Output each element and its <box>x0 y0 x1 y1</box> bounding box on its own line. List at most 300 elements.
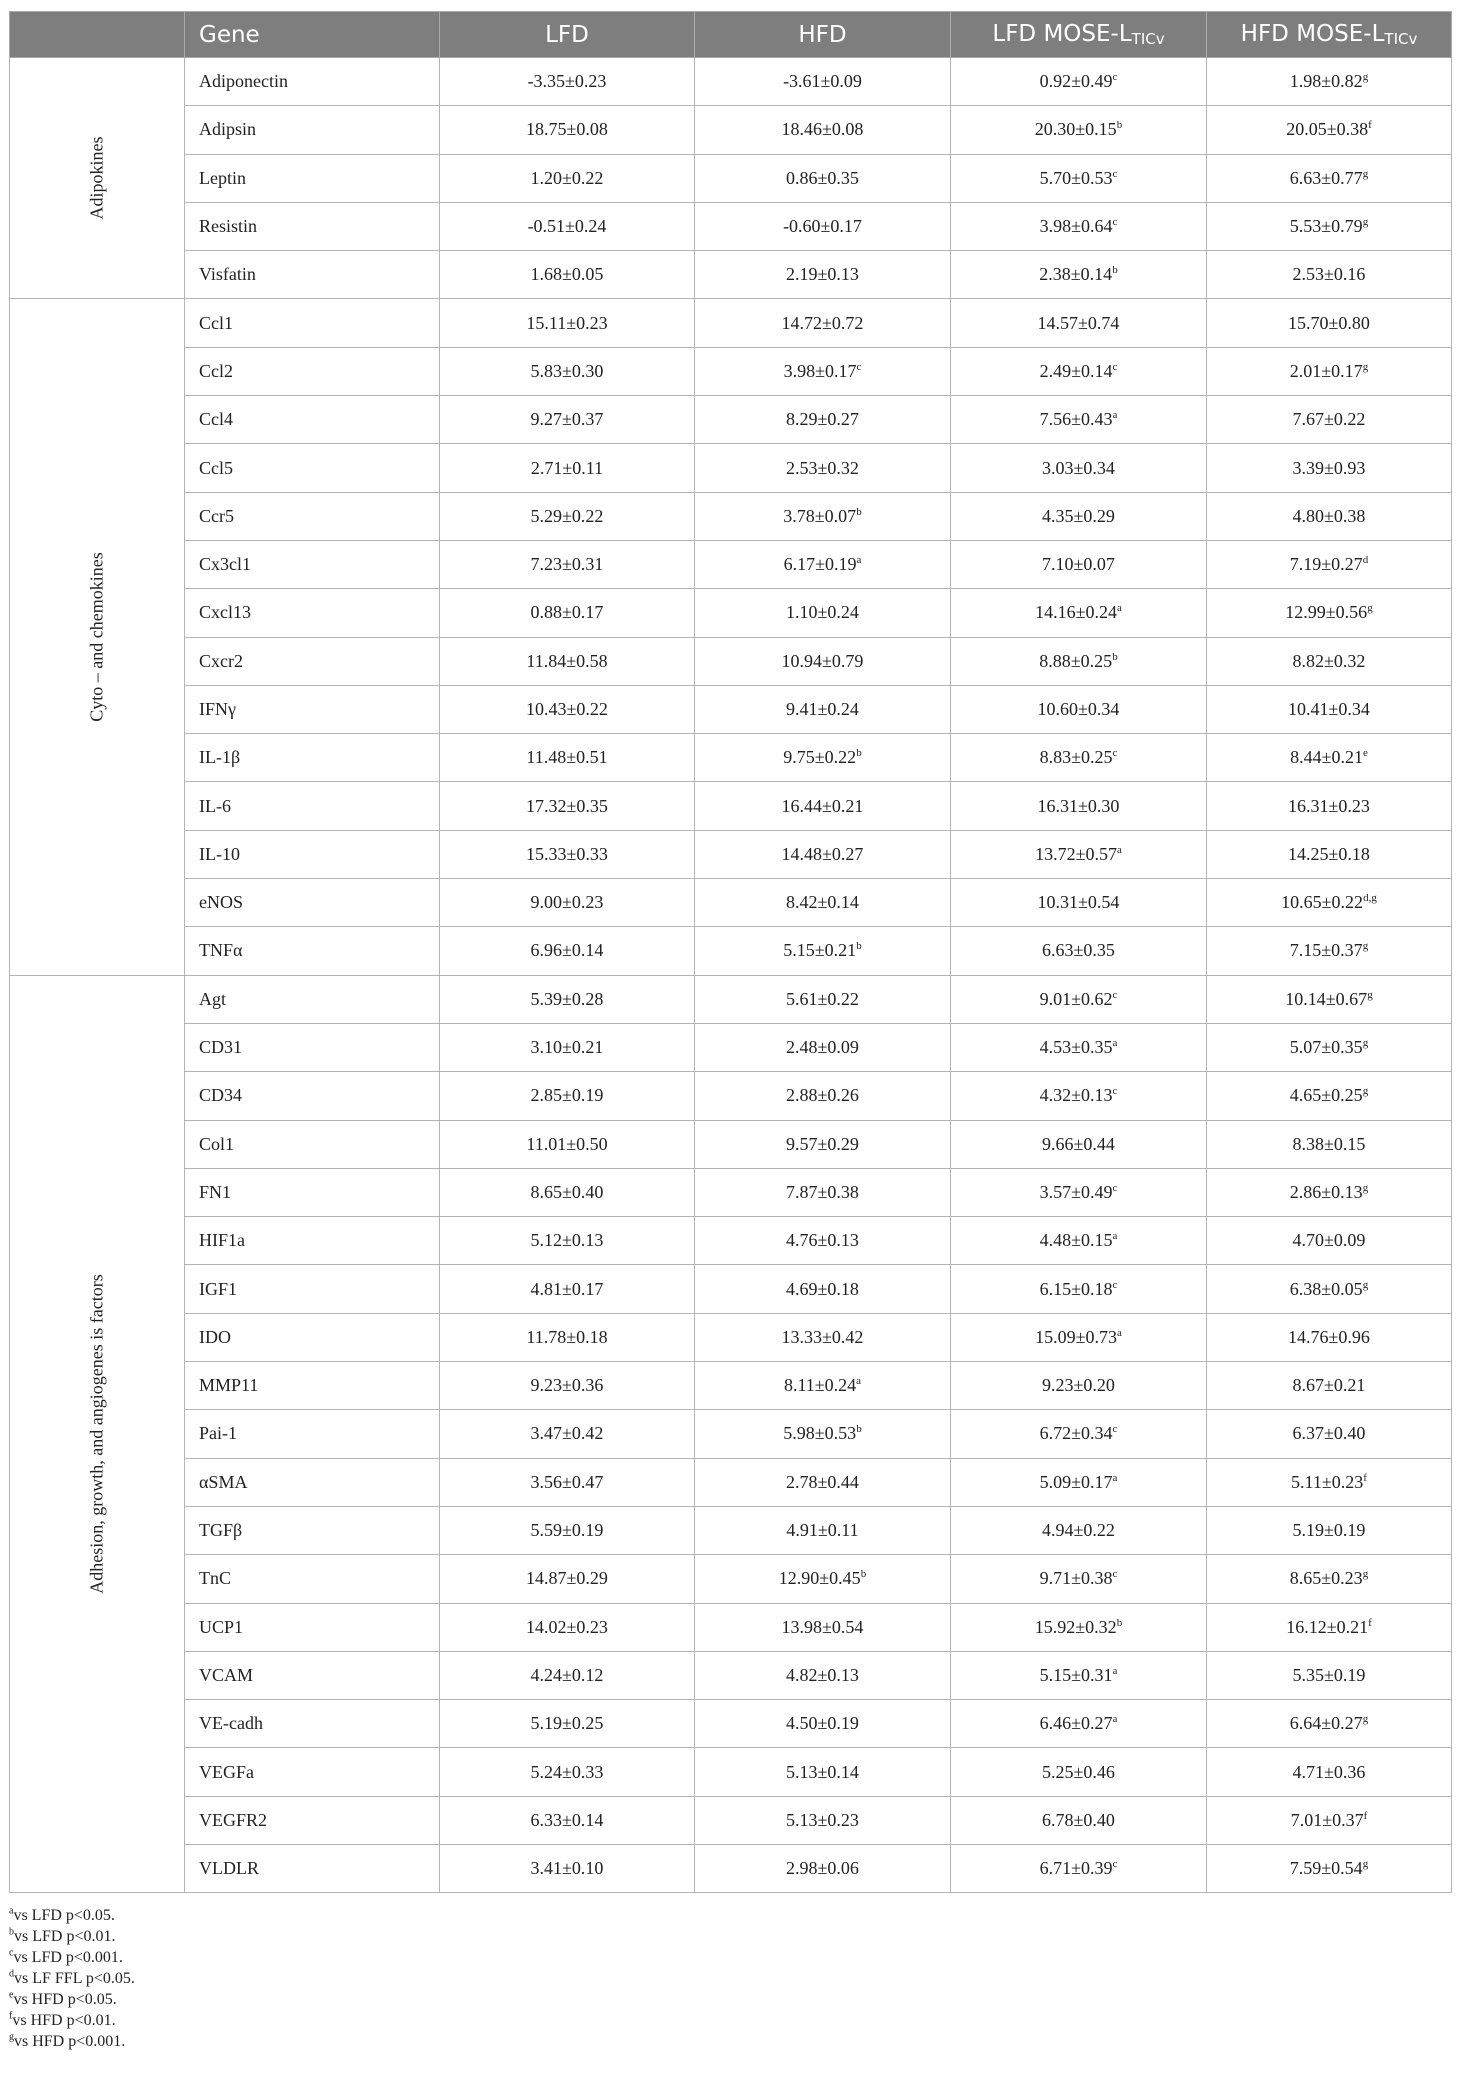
gene-cell: IFNγ <box>185 685 440 733</box>
value-text: 12.90±0.45 <box>778 1568 861 1589</box>
value-cell-lfd <box>440 782 695 830</box>
gene-cell: Adiponectin <box>185 58 440 106</box>
header-lfd-mose <box>951 12 1207 58</box>
footnote-line <box>9 1968 135 1989</box>
footnote-text: vs LFD p<0.01. <box>14 1928 116 1945</box>
value-cell-hfd <box>695 1844 951 1892</box>
significance-mark: g <box>1362 1713 1369 1726</box>
value-cell-hfd-mose <box>1207 685 1452 733</box>
table-row <box>10 1555 1452 1603</box>
value-text: 4.81±0.17 <box>530 1278 604 1299</box>
value-cell-lfd-mose <box>951 734 1207 782</box>
group-cell <box>10 975 185 1893</box>
value-text: 8.67±0.21 <box>1292 1375 1366 1396</box>
value-text: 2.48±0.09 <box>786 1037 859 1058</box>
significance-mark: g <box>1362 1181 1369 1194</box>
value-text: 4.76±0.13 <box>786 1230 859 1251</box>
header-lfd: LFD <box>440 12 695 58</box>
value-text: 9.27±0.37 <box>530 409 604 430</box>
gene-cell: Pai-1 <box>185 1410 440 1458</box>
value-text: 1.20±0.22 <box>530 167 604 188</box>
value-cell-hfd <box>695 927 951 975</box>
significance-mark: c <box>1112 167 1118 180</box>
footnote-line <box>9 1989 135 2010</box>
significance-mark: c <box>1112 988 1118 1001</box>
value-cell-hfd-mose <box>1207 1023 1452 1071</box>
gene-cell: CD31 <box>185 1023 440 1071</box>
value-text: 6.17±0.19 <box>783 554 857 575</box>
value-text: 2.53±0.16 <box>1292 264 1366 285</box>
value-text: 20.30±0.15 <box>1034 119 1117 140</box>
value-cell-hfd <box>695 734 951 782</box>
value-cell-lfd <box>440 734 695 782</box>
significance-mark: c <box>1112 1085 1118 1098</box>
footnote-text: vs LFD p<0.05. <box>13 1907 115 1924</box>
value-text: 16.12±0.21 <box>1286 1616 1369 1637</box>
value-cell-hfd-mose <box>1207 1796 1452 1844</box>
value-text: 2.38±0.14 <box>1039 264 1113 285</box>
value-cell-hfd <box>695 1603 951 1651</box>
value-cell-hfd <box>695 492 951 540</box>
value-text: 6.33±0.14 <box>530 1809 604 1830</box>
gene-cell: Ccl5 <box>185 444 440 492</box>
table-row <box>10 589 1452 637</box>
value-cell-lfd <box>440 1410 695 1458</box>
value-cell-lfd-mose <box>951 782 1207 830</box>
value-cell-lfd <box>440 1796 695 1844</box>
value-text: 11.84±0.58 <box>526 650 608 671</box>
value-cell-hfd-mose <box>1207 589 1452 637</box>
gene-cell: IGF1 <box>185 1265 440 1313</box>
value-cell-hfd <box>695 685 951 733</box>
value-cell-lfd-mose <box>951 1700 1207 1748</box>
table-row <box>10 830 1452 878</box>
significance-mark: b <box>856 747 862 760</box>
table-row <box>10 685 1452 733</box>
value-text: 0.92±0.49 <box>1039 71 1113 92</box>
value-cell-hfd-mose <box>1207 1410 1452 1458</box>
value-text: 1.10±0.24 <box>786 602 859 623</box>
table-row <box>10 782 1452 830</box>
value-cell-hfd-mose <box>1207 1313 1452 1361</box>
value-text: 5.13±0.23 <box>786 1809 859 1830</box>
value-cell-hfd-mose <box>1207 347 1452 395</box>
gene-cell: VE-cadh <box>185 1700 440 1748</box>
gene-cell: Agt <box>185 975 440 1023</box>
significance-mark: f <box>1368 119 1372 132</box>
footnote-line <box>9 2010 135 2031</box>
value-cell-lfd-mose <box>951 58 1207 106</box>
value-cell-hfd-mose <box>1207 444 1452 492</box>
table-row <box>10 927 1452 975</box>
gene-cell: CD34 <box>185 1072 440 1120</box>
value-cell-lfd-mose <box>951 1023 1207 1071</box>
value-text: 14.72±0.72 <box>781 312 864 333</box>
value-text: 14.16±0.24 <box>1035 602 1117 623</box>
table-row <box>10 1458 1452 1506</box>
significance-mark: g <box>1362 1858 1369 1871</box>
table-row <box>10 492 1452 540</box>
value-cell-lfd-mose <box>951 1120 1207 1168</box>
value-text: 2.71±0.11 <box>530 457 604 478</box>
value-cell-lfd <box>440 299 695 347</box>
value-cell-lfd-mose <box>951 1844 1207 1892</box>
gene-expression-table <box>9 11 1452 1893</box>
value-cell-lfd-mose <box>951 299 1207 347</box>
value-cell-lfd-mose <box>951 396 1207 444</box>
value-text: 11.78±0.18 <box>526 1326 608 1347</box>
value-text: 1.68±0.05 <box>530 264 604 285</box>
gene-cell: Col1 <box>185 1120 440 1168</box>
gene-cell: VCAM <box>185 1651 440 1699</box>
group-label: Cyto – and chemokines <box>86 552 107 722</box>
significance-mark: e <box>1363 747 1368 760</box>
header-hfd-mose-text: HFD MOSE-L <box>1240 21 1385 47</box>
value-cell-hfd-mose <box>1207 106 1452 154</box>
value-text: 8.29±0.27 <box>786 409 859 430</box>
table-row <box>10 58 1452 106</box>
significance-mark: d,g <box>1363 892 1377 905</box>
value-text: 4.48±0.15 <box>1039 1230 1113 1251</box>
value-text: 7.23±0.31 <box>530 554 604 575</box>
value-text: 4.71±0.36 <box>1292 1761 1366 1782</box>
value-text: 3.47±0.42 <box>530 1423 604 1444</box>
value-text: 13.33±0.42 <box>781 1326 864 1347</box>
value-text: 18.46±0.08 <box>781 119 864 140</box>
value-text: 5.19±0.25 <box>530 1713 604 1734</box>
significance-mark: a <box>1112 1713 1118 1726</box>
value-text: 0.86±0.35 <box>786 167 859 188</box>
value-cell-hfd <box>695 1265 951 1313</box>
significance-mark: c <box>1112 1858 1118 1871</box>
value-cell-lfd-mose <box>951 1265 1207 1313</box>
value-cell-lfd-mose <box>951 1168 1207 1216</box>
value-cell-lfd-mose <box>951 830 1207 878</box>
value-cell-lfd <box>440 1700 695 1748</box>
value-cell-lfd-mose <box>951 1362 1207 1410</box>
value-text: 8.65±0.23 <box>1289 1568 1363 1589</box>
table-row <box>10 1651 1452 1699</box>
value-text: 6.96±0.14 <box>530 940 604 961</box>
value-cell-lfd-mose <box>951 492 1207 540</box>
value-cell-hfd-mose <box>1207 1748 1452 1796</box>
value-cell-hfd-mose <box>1207 492 1452 540</box>
value-cell-hfd-mose <box>1207 782 1452 830</box>
significance-mark: c <box>1112 1181 1118 1194</box>
data-table-container <box>9 11 1451 1893</box>
value-cell-lfd <box>440 1120 695 1168</box>
value-text: 8.82±0.32 <box>1292 650 1366 671</box>
footnote-mark: g <box>9 2031 14 2043</box>
value-text: 9.66±0.44 <box>1042 1133 1115 1154</box>
value-cell-lfd <box>440 202 695 250</box>
value-cell-hfd <box>695 975 951 1023</box>
value-text: 4.69±0.18 <box>786 1278 859 1299</box>
value-text: 6.37±0.40 <box>1292 1423 1366 1444</box>
gene-cell: UCP1 <box>185 1603 440 1651</box>
value-cell-lfd-mose <box>951 1603 1207 1651</box>
value-cell-lfd-mose <box>951 540 1207 588</box>
gene-cell: MMP11 <box>185 1362 440 1410</box>
value-text: 4.50±0.19 <box>786 1713 859 1734</box>
value-text: -0.60±0.17 <box>783 216 862 237</box>
significance-mark: g <box>1362 216 1369 229</box>
table-row <box>10 879 1452 927</box>
significance-mark: g <box>1367 602 1373 615</box>
value-cell-hfd-mose <box>1207 251 1452 299</box>
value-cell-hfd <box>695 1023 951 1071</box>
significance-mark: c <box>1112 1278 1118 1291</box>
significance-mark: d <box>1362 554 1369 567</box>
value-text: 4.94±0.22 <box>1042 1520 1115 1541</box>
significance-mark: g <box>1362 940 1369 953</box>
significance-mark: c <box>1112 360 1118 373</box>
value-cell-lfd-mose <box>951 1651 1207 1699</box>
header-lfd-mose-sub: TICv <box>1131 30 1165 48</box>
value-cell-lfd-mose <box>951 1506 1207 1554</box>
group-label: Adipokines <box>86 136 107 220</box>
value-cell-hfd <box>695 1217 951 1265</box>
table-row <box>10 1844 1452 1892</box>
value-text: 8.42±0.14 <box>786 892 859 913</box>
value-text: 4.91±0.11 <box>786 1520 859 1541</box>
value-cell-hfd <box>695 1313 951 1361</box>
footnote-text: vs HFD p<0.001. <box>14 2033 126 2050</box>
value-text: 9.00±0.23 <box>530 892 604 913</box>
value-cell-hfd <box>695 396 951 444</box>
value-text: 7.59±0.54 <box>1289 1858 1363 1879</box>
value-text: 5.83±0.30 <box>530 360 604 381</box>
gene-cell: TnC <box>185 1555 440 1603</box>
value-cell-lfd-mose <box>951 347 1207 395</box>
value-text: 7.01±0.37 <box>1290 1809 1364 1830</box>
value-text: 9.41±0.24 <box>786 699 859 719</box>
value-text: 5.12±0.13 <box>530 1230 604 1251</box>
value-text: 2.53±0.32 <box>786 457 859 478</box>
value-text: 10.60±0.34 <box>1037 699 1120 719</box>
value-text: 4.53±0.35 <box>1039 1037 1113 1058</box>
value-cell-hfd-mose <box>1207 1168 1452 1216</box>
value-cell-lfd-mose <box>951 1217 1207 1265</box>
value-text: 2.86±0.13 <box>1289 1181 1363 1202</box>
value-cell-lfd <box>440 1748 695 1796</box>
value-text: 4.24±0.12 <box>530 1664 604 1685</box>
value-cell-lfd <box>440 1168 695 1216</box>
significance-mark: a <box>856 1375 862 1388</box>
value-cell-lfd <box>440 879 695 927</box>
value-text: 10.14±0.67 <box>1285 988 1368 1009</box>
value-text: 9.71±0.38 <box>1039 1568 1113 1589</box>
significance-mark: f <box>1363 1809 1368 1822</box>
table-row <box>10 1506 1452 1554</box>
group-cell <box>10 299 185 975</box>
value-text: 15.33±0.33 <box>526 843 608 864</box>
significance-mark: c <box>1112 216 1118 229</box>
value-text: 2.85±0.19 <box>530 1085 604 1106</box>
table-row <box>10 734 1452 782</box>
value-cell-lfd-mose <box>951 106 1207 154</box>
gene-cell: Cxcr2 <box>185 637 440 685</box>
significance-mark: b <box>1116 119 1123 132</box>
value-cell-lfd-mose <box>951 1313 1207 1361</box>
group-cell <box>10 58 185 299</box>
value-text: 9.75±0.22 <box>783 747 857 768</box>
value-cell-hfd <box>695 251 951 299</box>
header-hfd-mose <box>1207 12 1452 58</box>
value-cell-hfd-mose <box>1207 879 1452 927</box>
gene-cell: VEGFR2 <box>185 1796 440 1844</box>
value-cell-lfd <box>440 1072 695 1120</box>
value-text: 14.02±0.23 <box>526 1616 608 1637</box>
value-text: 3.10±0.21 <box>530 1037 604 1058</box>
value-cell-lfd <box>440 492 695 540</box>
value-cell-lfd-mose <box>951 1748 1207 1796</box>
header-lfd-mose-text: LFD MOSE-L <box>992 21 1132 47</box>
table-row <box>10 1265 1452 1313</box>
value-text: 5.19±0.19 <box>1292 1520 1366 1541</box>
value-cell-hfd-mose <box>1207 58 1452 106</box>
value-text: 5.24±0.33 <box>530 1761 604 1782</box>
value-cell-hfd-mose <box>1207 1844 1452 1892</box>
value-cell-hfd <box>695 347 951 395</box>
value-text: 2.49±0.14 <box>1039 360 1113 381</box>
value-cell-lfd-mose <box>951 444 1207 492</box>
value-cell-lfd <box>440 347 695 395</box>
group-label: Adhesion, growth, and angiogenes is factors <box>86 1274 107 1594</box>
value-cell-lfd <box>440 1844 695 1892</box>
footnote-text: vs LF FFL p<0.05. <box>14 1970 135 1987</box>
value-cell-lfd <box>440 444 695 492</box>
value-text: 11.48±0.51 <box>526 747 608 768</box>
value-cell-hfd-mose <box>1207 299 1452 347</box>
value-cell-hfd <box>695 1410 951 1458</box>
value-cell-hfd <box>695 154 951 202</box>
significance-mark: g <box>1367 988 1373 1001</box>
value-text: 2.78±0.44 <box>786 1471 859 1492</box>
gene-cell: TNFα <box>185 927 440 975</box>
value-cell-lfd <box>440 58 695 106</box>
footnote-mark: f <box>9 2010 13 2022</box>
significance-mark: b <box>856 505 862 518</box>
significance-mark: a <box>1112 1664 1118 1677</box>
value-cell-lfd-mose <box>951 879 1207 927</box>
value-cell-hfd <box>695 589 951 637</box>
value-text: 2.88±0.26 <box>786 1085 859 1106</box>
significance-mark: a <box>1117 1326 1122 1339</box>
footnote-text: vs HFD p<0.05. <box>13 1991 117 2008</box>
value-text: 13.72±0.57 <box>1035 843 1117 864</box>
footnote-text: vs HFD p<0.01. <box>12 2012 116 2029</box>
gene-cell: TGFβ <box>185 1506 440 1554</box>
gene-cell: Ccl4 <box>185 396 440 444</box>
footnote-mark: c <box>9 1947 14 1959</box>
value-cell-hfd <box>695 879 951 927</box>
value-text: 0.88±0.17 <box>530 602 604 623</box>
table-row <box>10 1072 1452 1120</box>
value-cell-hfd-mose <box>1207 1603 1452 1651</box>
value-text: 4.35±0.29 <box>1042 505 1115 526</box>
header-gene: Gene <box>185 12 440 58</box>
table-row <box>10 396 1452 444</box>
value-cell-lfd <box>440 1555 695 1603</box>
gene-cell: FN1 <box>185 1168 440 1216</box>
footnote-text: vs LFD p<0.001. <box>13 1949 123 1966</box>
table-row <box>10 251 1452 299</box>
value-text: 5.35±0.19 <box>1292 1664 1366 1685</box>
significance-mark: a <box>856 554 862 567</box>
value-text: 8.38±0.15 <box>1292 1133 1366 1154</box>
table-row <box>10 1313 1452 1361</box>
value-cell-hfd-mose <box>1207 540 1452 588</box>
gene-cell: IL-1β <box>185 734 440 782</box>
value-text: 5.39±0.28 <box>530 988 604 1009</box>
gene-cell: αSMA <box>185 1458 440 1506</box>
value-cell-hfd-mose <box>1207 1651 1452 1699</box>
value-text: 15.70±0.80 <box>1288 312 1370 333</box>
value-text: 15.11±0.23 <box>526 312 608 333</box>
value-text: 10.41±0.34 <box>1288 699 1370 719</box>
value-cell-hfd <box>695 444 951 492</box>
value-text: 3.56±0.47 <box>530 1471 604 1492</box>
value-cell-hfd-mose <box>1207 975 1452 1023</box>
value-cell-lfd <box>440 830 695 878</box>
value-cell-hfd <box>695 1796 951 1844</box>
value-cell-hfd-mose <box>1207 1265 1452 1313</box>
table-row <box>10 202 1452 250</box>
value-cell-lfd-mose <box>951 1410 1207 1458</box>
value-cell-hfd <box>695 1651 951 1699</box>
value-text: 9.23±0.20 <box>1042 1375 1115 1396</box>
value-text: 5.15±0.31 <box>1039 1664 1113 1685</box>
value-cell-hfd-mose <box>1207 396 1452 444</box>
value-text: 7.87±0.38 <box>786 1181 859 1202</box>
gene-cell: Adipsin <box>185 106 440 154</box>
value-text: -0.51±0.24 <box>527 216 607 237</box>
significance-mark: b <box>1112 264 1118 277</box>
value-cell-lfd-mose <box>951 685 1207 733</box>
value-text: 5.09±0.17 <box>1039 1471 1113 1492</box>
value-text: 14.48±0.27 <box>781 843 864 864</box>
significance-mark: a <box>1117 843 1122 856</box>
value-cell-lfd <box>440 1603 695 1651</box>
gene-cell: IL-6 <box>185 782 440 830</box>
table-row <box>10 1362 1452 1410</box>
significance-mark: g <box>1362 1568 1369 1581</box>
value-text: 17.32±0.35 <box>526 795 608 816</box>
value-text: 7.19±0.27 <box>1289 554 1363 575</box>
significance-mark: f <box>1363 1471 1367 1484</box>
value-text: 11.01±0.50 <box>526 1133 608 1154</box>
footnote-mark: a <box>9 1905 14 1917</box>
value-text: 2.98±0.06 <box>786 1858 859 1879</box>
table-row <box>10 1168 1452 1216</box>
significance-mark: c <box>1112 1568 1118 1581</box>
value-text: 5.15±0.21 <box>783 940 857 961</box>
value-cell-lfd-mose <box>951 1555 1207 1603</box>
table-row <box>10 540 1452 588</box>
value-text: 5.25±0.46 <box>1042 1761 1115 1782</box>
value-cell-hfd-mose <box>1207 1362 1452 1410</box>
value-cell-hfd <box>695 830 951 878</box>
significance-mark: a <box>1112 1471 1118 1484</box>
value-cell-lfd-mose <box>951 202 1207 250</box>
value-text: 4.70±0.09 <box>1292 1230 1366 1251</box>
value-text: 16.31±0.23 <box>1288 795 1370 816</box>
significance-mark: c <box>856 360 862 373</box>
table-row <box>10 299 1452 347</box>
value-cell-hfd <box>695 1700 951 1748</box>
value-text: 6.78±0.40 <box>1042 1809 1115 1830</box>
